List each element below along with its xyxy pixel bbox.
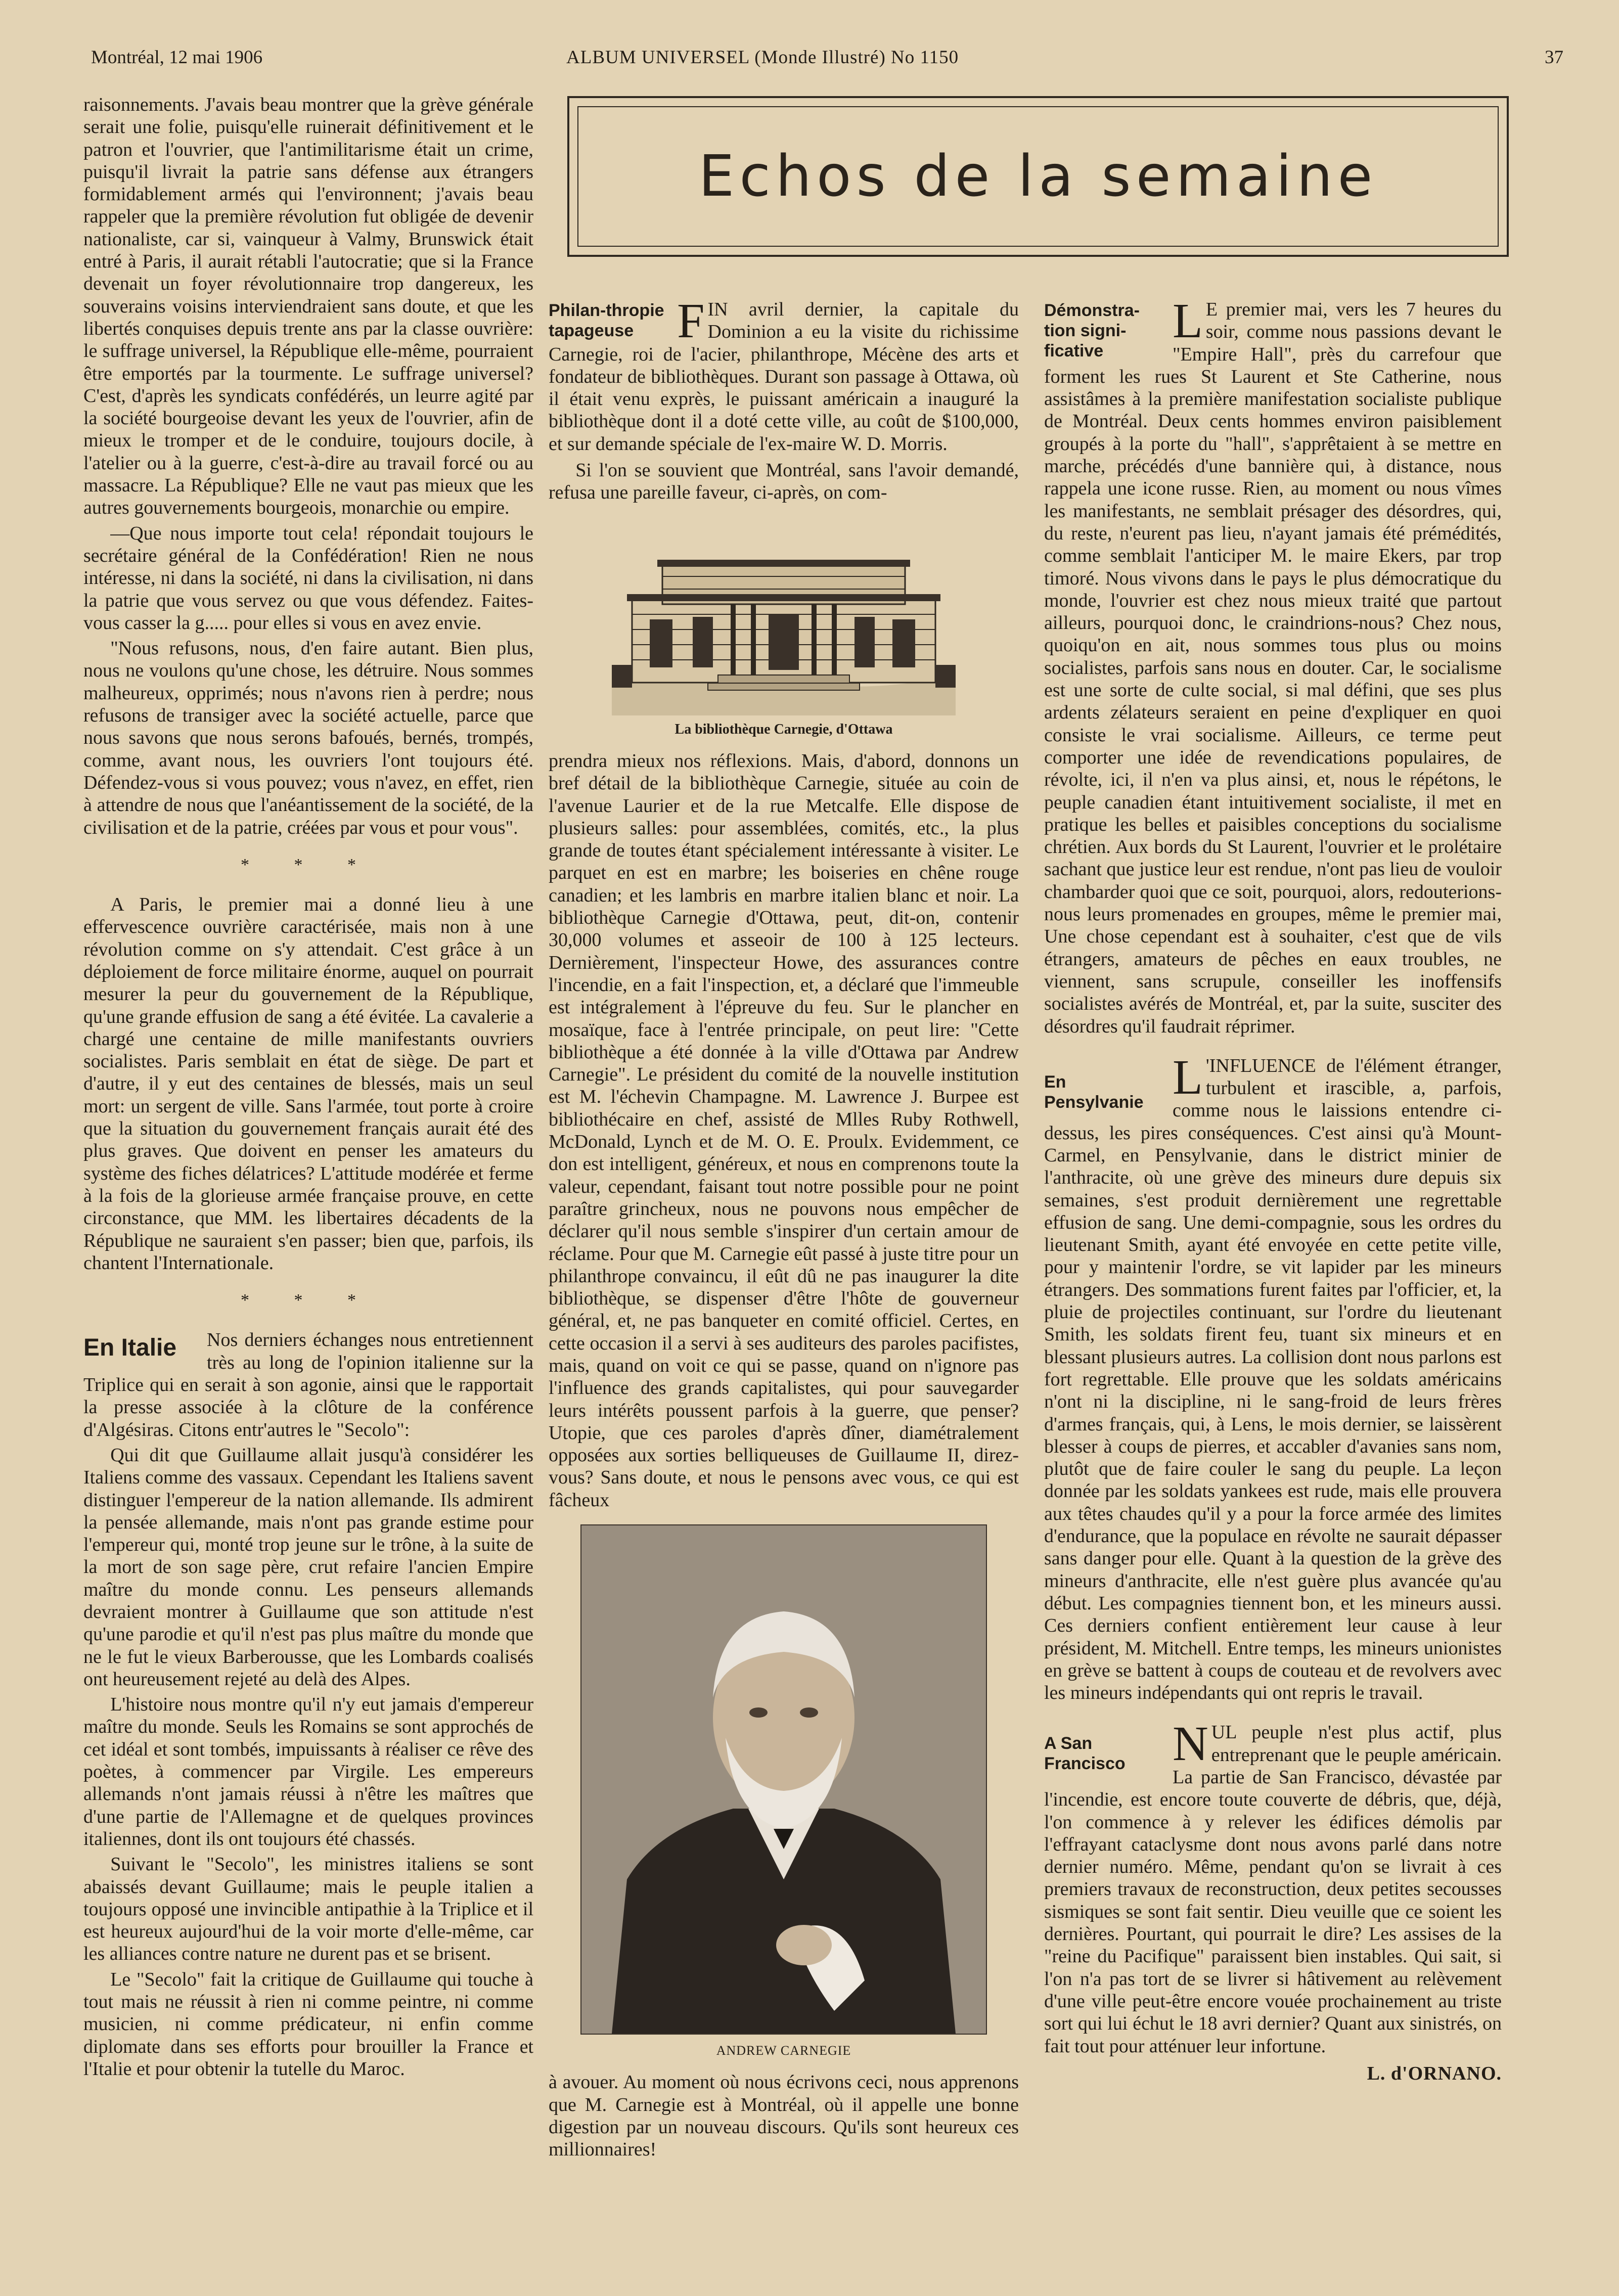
portrait-figure — [549, 1524, 1019, 2062]
column-right — [1044, 294, 1502, 2085]
paragraph: raisonnements. J'avais beau montrer que la grève générale serait une folie, puisqu'elle ruinerait définitivement et le patron et l'ouvrier, que l'antimilitarisme était un crime, puisqu'il livrait la patrie sans défense aux étrangers formidablement armés qui l'environnent; j'avais beau rappeler que la première révolution fut obligée de devenir nationaliste, car si, vainqueur à Valmy, Brunswick était entré à Paris, il aurait rétabli l'autocratie; que si la France devenait un foyer révolutionnaire trop dangereux, les souverains voisins interviendraient sans doute, et que les libertés conquises depuis trente ans par la classe ouvrière: le suffrage universel, la République elle-même, pourraient être emportés par la tourmente. Le suffrage universel? C'est, d'après les syndicats confédérés, un leurre agité par la société bourgeoise devant les yeux de l'ouvrier, afin de mieux le tromper et de le conduire, toujours docile, à l'atelier ou à la guerre, c'est-à-dire au travail forcé ou au massacre. La République? Elle ne vaut pas mieux que les autres gouvernements bourgeois, monarchie ou empire. — [83, 94, 533, 519]
paragraph: E premier mai, vers les 7 heures du soir, comme nous passions devant le "Empire Hall", près du carrefour que forment les rues St Laurent et Ste Catherine, nous assistâmes à la première manifestation socialiste publique de Montréal. Deux cents hommes environ paisiblement groupés à la porte du "hall", s'apprêtaient à se mettre en marche, précédés d'une bannière qui, à distance, nous rappela une icone russe. Rien, au moment ou nous vîmes les manifestants, ne semblait présager des désordres, qui, du reste, n'eurent pas lieu, n'ayant jamais été prémédités, comme semblait l'anticiper M. le maire Ekers, par trop timoré. Nous vivons dans le pays le plus démocratique du monde, l'ouvrier est chez nous mieux traité que partout ailleurs, pourquoi donc, le craindrions-nous? Chez nous, quoiqu'on en ait, nous sommes tous plus ou moins socialistes, parfois sans nous en douter. Car, le socialisme est une sorte de culte social, si mal défini, que ses plus ardents zélateurs seraient en peine d'expliquer en quoi consiste le vrai socialisme. Ailleurs, ce terme peut comporter une idée de revendications populaires, de révolte, ici, il n'en va plus ainsi, et, nous le répétons, le peuple canadien étant intuitivement socialiste, il met en pratique les belles et paisibles conceptions du socialisme chrétien. Aux bords du St Laurent, l'ouvrier et le prolétaire sachant que justice leur est rendue, n'ont pas lieu de vouloir chambarder quoi que ce soit, pourquoi, alors, redouterions-nous leurs promenades en groupes, même le premier mai, Une chose cependant est à souhaiter, c'est que de vils étrangers, amateurs de pêches en eaux troubles, ne viennent, sans scrupule, conseiller les inoffensifs socialistes avérés de Montréal, et, par la suite, susciter des désordres qu'il faudrait réprimer. — [1044, 299, 1502, 1037]
section-divider: * * * — [241, 1291, 376, 1310]
drop-cap: L — [1173, 294, 1203, 348]
author-signature: L. d'ORNANO. — [1367, 2062, 1502, 2084]
paragraph: L'histoire nous montre qu'il n'y eut jamais d'empereur maître du monde. Seuls les Romains se sont approchés de cet idéal et sont tombés, impuissants à réaliser ce rêve des poètes, à commencer par Virgile. Les empereurs allemands n'ont jamais réussi à n'être les maîtres que d'une partie de l'Allemagne et de quelques provinces italiennes, dont ils ont toujours été chassés. — [83, 1694, 533, 1850]
drop-cap: L — [1173, 1050, 1203, 1105]
title-box — [567, 96, 1509, 257]
column-middle — [549, 294, 1019, 2161]
header-date: Montréal, 12 mai 1906 — [91, 47, 263, 68]
paragraph: Qui dit que Guillaume allait jusqu'à considérer les Italiens comme des vassaux. Cependant les Italiens savent distinguer l'empereur de la nation allemande. Ils admirent la pensée allemande, mais n'ont pas grande estime pour l'empereur qui, monté trop jeune sur le trône, à la suite de la mort de son sage père, crut refaire l'ancien Empire maître du monde connu. Les penseurs allemands devraient montrer à Guillaume que son attitude n'est qu'une parodie et qu'il n'est pas plus maître du monde que ne le fut le vieux Barberousse, que les Lombards coalisés ont heureusement rejeté au delà des Alpes. — [83, 1444, 533, 1690]
paragraph: Le "Secolo" fait la critique de Guillaume qui touche à tout mais ne réussit à rien ni comme peintre, ni comme musicien, ni comme prédicateur, ni enfin comme diplomate dans ses efforts pour brouiller la France et l'Italie et pour obtenir la tutelle du Maroc. — [83, 1968, 533, 2080]
page-title: Echos de la semaine — [698, 144, 1378, 209]
paragraph: prendra mieux nos réflexions. Mais, d'abord, donnons un bref détail de la bibliothèque Carnegie, située au coin de l'avenue Laurier et de la rue Metcalfe. Elle dispose de plusieurs salles: pour assemblées, comités, etc., la plus grande de toutes étant spécialement intéressante à visiter. Le parquet en est en marbre; les boiseries en chêne rouge canadien; et les lambris en marbre italien blanc et noir. La bibliothèque Carnegie d'Ottawa, peut, dit-on, contenir 30,000 volumes et asseoir de 100 à 125 lecteurs. Dernièrement, l'inspecteur Howe, des assurances contre l'incendie, en a fait l'inspection, et, a déclaré que l'immeuble est intégralement à l'épreuve du feu. Sur le plancher en mosaïque, face à l'entrée principale, on peut lire: "Cette bibliothèque a été donnée à la ville d'Ottawa par Andrew Carnegie". Le président du comité de la nouvelle institution est M. l'échevin Champagne. M. Lawrence J. Burpee est bibliothécaire en chef, assisté de Mlles Ruby Rothwell, McDonald, Lynch et de M. O. E. Proulx. Evidemment, ce don est intelligent, généreux, et nous en comprenons toute la valeur, cependant, faisant tout notre possible pour ne point paraître grincheux, nous ne pouvons nous empêcher de déclarer qu'il nous semble s'inspirer d'un certain amour de réclame. Pour que M. Carnegie eût passé à juste titre pour un philanthrope convaincu, il eût dû ne pas inaugurer la dite bibliothèque, se dispenser d'être l'hôte de gouverneur général, et, ne pas banqueter en comité officiel. Certes, en cette occasion il a servi à ses auditeurs des paroles pacifistes, mais, quand on voit ce qui se passe, quand on n'ignore pas l'influence des grands capitalistes, qui pour sauvegarder leurs intérêts poussent parfois à la guerre, que penser? Utopie, que ces paroles d'après dîner, diamétralement opposées aux sorties belliqueuses de Guillaume II, direz-vous? Sans doute, et nous le pensons avec vous, ce qui est fâcheux — [549, 750, 1019, 1511]
page-header — [91, 47, 1563, 77]
paragraph: —Que nous importe tout cela! répondait toujours le secrétaire général de la Confédération! Rien ne nous intéresse, ni dans la société, ni dans la civilisation, ni dans la patrie que vous servez ou que vous défendez. Faites-vous casser la g..... pour elles si vous en avez envie. — [83, 522, 533, 634]
section-heading-pensylvanie: En Pensylvanie — [1044, 1072, 1144, 1112]
paragraph: à avouer. Au moment où nous écrivons ceci, nous apprenons que M. Carnegie est à Montréal, où il appelle une bonne digestion par un nouveau discours. Qu'ils sont heureux ces millionnaires! — [549, 2072, 1019, 2160]
section-heading-italie: En Italie — [83, 1334, 177, 1362]
header-page-number: 37 — [1545, 47, 1563, 68]
section-heading-san-francisco: A San Francisco — [1044, 1734, 1126, 1774]
library-building-icon — [602, 513, 966, 715]
portrait-icon — [580, 1524, 987, 2035]
library-caption: La bibliothèque Carnegie, d'Ottawa — [674, 721, 893, 737]
section-divider: * * * — [241, 855, 376, 874]
paragraph: UL peuple n'est plus actif, plus entreprenant que le peuple américain. La partie de San Francisco, dévastée par l'incendie, est encore toute couverte de débris, que, déjà, l'on commence à y relever les édifices démolis par l'effrayant cataclysme dont nous avons parlé dans notre dernier numéro. Même, pendant qu'on se livrait à ces premiers travaux de reconstruction, deux petites secousses sismiques se sont fait sentir. Dieu veuille que ce soient les dernières. Pourtant, qui pourrait le dire? Les assises de la "reine du Pacifique" paraissent bien instables. Qui sait, si l'on n'a pas tort de se livrer si hâtivement au relèvement d'une ville peut-être encore vouée prochainement au triste sort qui lui échut le 18 avri dernier? Quant aux sinistrés, on fait tout pour atténuer leur infortune. — [1044, 1722, 1502, 2057]
paragraph: "Nous refusons, nous, d'en faire autant. Bien plus, nous ne voulons qu'une chose, les détruire. Nous sommes malheureux, opprimés; nous n'avons rien à perdre; nous refusons de transiger avec la société actuelle, parce que nous savons que nous serons bafoués, bernés, trompés, comme, avant nous, les ouvriers l'ont toujours été. Défendez-vous si vous pouvez; vous n'avez, en effet, rien à attendre de nous que l'anéantissement de la société, de la civilisation et de la patrie, créées par vous et pour vous". — [83, 638, 533, 838]
column-left — [83, 94, 533, 2080]
library-figure — [549, 513, 1019, 741]
paragraph-intro: Si l'on se souvient que Montréal, sans l'avoir demandé, refusa une pareille faveur, ci-après, on com- — [549, 460, 1019, 504]
header-publication: ALBUM UNIVERSEL (Monde Illustré) No 1150 — [566, 47, 959, 68]
title-box-inner — [577, 106, 1499, 247]
drop-cap: N — [1173, 1717, 1208, 1772]
section-heading-demonstration: Démonstra-tion signi-ficative — [1044, 301, 1140, 361]
portrait-caption: ANDREW CARNEGIE — [716, 2043, 851, 2058]
paragraph: 'INFLUENCE de l'élément étranger, turbulent et irascible, a, parfois, comme nous le laissions entendre ci-dessus, les pires conséquences. C'est ainsi qu'à Mount-Carmel, en Pensylvanie, dans le district minier de l'anthracite, où une grève des mineurs dure depuis six semaines, s'est produit dernièrement une regrettable effusion de sang. Une demi-compagnie, sous les ordres du lieutenant Smith, ayant été envoyée en cette petite ville, pour y maintenir l'ordre, se vit lapider par les mineurs étrangers. Des sommations furent faites par l'officier, et, la pluie de projectiles continuant, sur l'ordre du lieutenant Smith, les soldats firent feu, tuant six mineurs et en blessant plusieurs autres. La collision dont nous parlons est fort regrettable. Elle prouve que les soldats américains n'ont ni la discipline, ni le sang-froid de leurs frères d'armes français, qui, à Lens, le mois dernier, se laissèrent blesser à coups de pierres, et accabler d'avanies sans nom, plutôt que de faire couler le sang du peuple. La leçon donnée par les soldats yankees est rude, mais elle prouvera aux têtes chaudes qu'il y a pour la force armée des limites d'endurance, que la populace en révolte ne saurait dépasser sans danger pour elle. Quant à la question de la grève des mineurs d'anthracite, elle n'est guère plus avancée qu'au début. Les compagnies tiennent bon, et les mineurs aussi. Ces derniers confient entièrement leur cause à leur président, M. Mitchell. Entre temps, les mineurs unionistes en grève se battent à coups de couteau et de revolvers avec les mineurs indépendants qui ont repris le travail. — [1044, 1055, 1502, 1704]
paragraph: A Paris, le premier mai a donné lieu à une effervescence ouvrière caractérisée, mais non à une révolution comme on s'y attendait. C'est grâce à un déploiement de force militaire énorme, auquel on pourrait mesurer la peur du gouvernement de la République, qu'une grande effusion de sang a été évitée. La cavalerie a chargé une centaine de mille manifestants ouvriers socialistes. Paris semblait en état de siège. De part et d'autre, il y eut des centaines de blessés, mais un seul mort: un sergent de ville. Sans l'armée, tout porte à croire que la situation du gouvernement français aurait été des plus graves. Que doivent en penser les amateurs du système des fiches délatrices? L'attitude modérée et ferme à la fois de la glorieuse armée française prouve, en cette circonstance, que MM. les libertaires décadents de la République ne sauraient s'en passer; bien que, parfois, ils chantent l'Internationale. — [83, 894, 533, 1274]
paragraph: Suivant le "Secolo", les ministres italiens se sont abaissés devant Guillaume; mais le peuple italien a toujours opposé une invincible antipathie à la Triplice et il est heureux aujourd'hui de la voir morte d'elle-même, car les alliances contre nature ne durent pas et se brisent. — [83, 1854, 533, 1965]
section-heading-philanthropie: Philan-thropie tapageuse — [549, 301, 664, 340]
paragraph: Nos derniers échanges nous entretiennent très au long de l'opinion italienne sur la Triplice qui en serait à son agonie, ainsi que le rapportait la presse associée à la clôture de la conférence d'Algésiras. Citons entr'autres le "Secolo": — [83, 1329, 533, 1440]
paragraph: IN avril dernier, la capitale du Dominion a eu la visite du richissime Carnegie, roi de l'acier, philanthrope, Mécène des arts et fondateur de bibliothèques. Durant son passage à Ottawa, où il était venu exprès, le puissant américain a inauguré la bibliothèque dont il a doté cette ville, au coût de $100,000, et sur demande spéciale de l'ex-maire W. D. Morris. — [549, 299, 1019, 455]
drop-cap: F — [677, 294, 705, 348]
